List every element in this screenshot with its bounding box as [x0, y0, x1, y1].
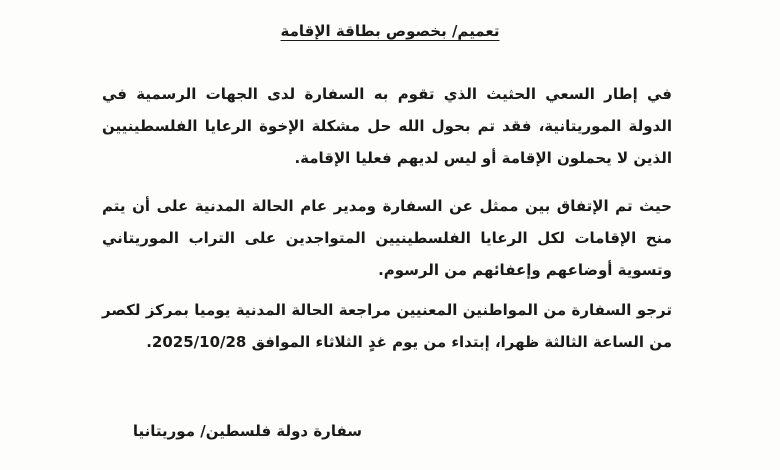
- paragraph-agreement: حيث تم الإتفاق بين ممثل عن السفارة ومدير عام الحالة المدنية على أن يتم منح الإقامات لكل الرعايا الفلسطينيين المتواجدين على التراب الموريتاني وتسوية أوضاعهم وإعفائهم من الرسوم.: [102, 197, 672, 279]
- paragraph-instructions: ترجو السفارة من المواطنين المعنيين مراجعة الحالة المدنية يوميا بمركز لكصر من الساعة الثالثة ظهرا، إبتداء من يوم غدٍ الثلاثاء الموافق 2025/10/28.: [102, 301, 672, 351]
- paragraph-intro: في إطار السعي الحثيث الذي تقوم به السفارة لدى الجهات الرسمية في الدولة الموريتانية، فقد تم بحول الله حل مشكلة الإخوة الرعايا الفلسطينيين الذين لا يحملون الإقامة أو ليس لديهم فعليا الإقامة.: [102, 85, 672, 167]
- document-title: تعميم/ بخصوص بطاقة الإقامة: [280, 22, 500, 40]
- embassy-signature: سفارة دولة فلسطين/ موريتانيا: [132, 422, 362, 440]
